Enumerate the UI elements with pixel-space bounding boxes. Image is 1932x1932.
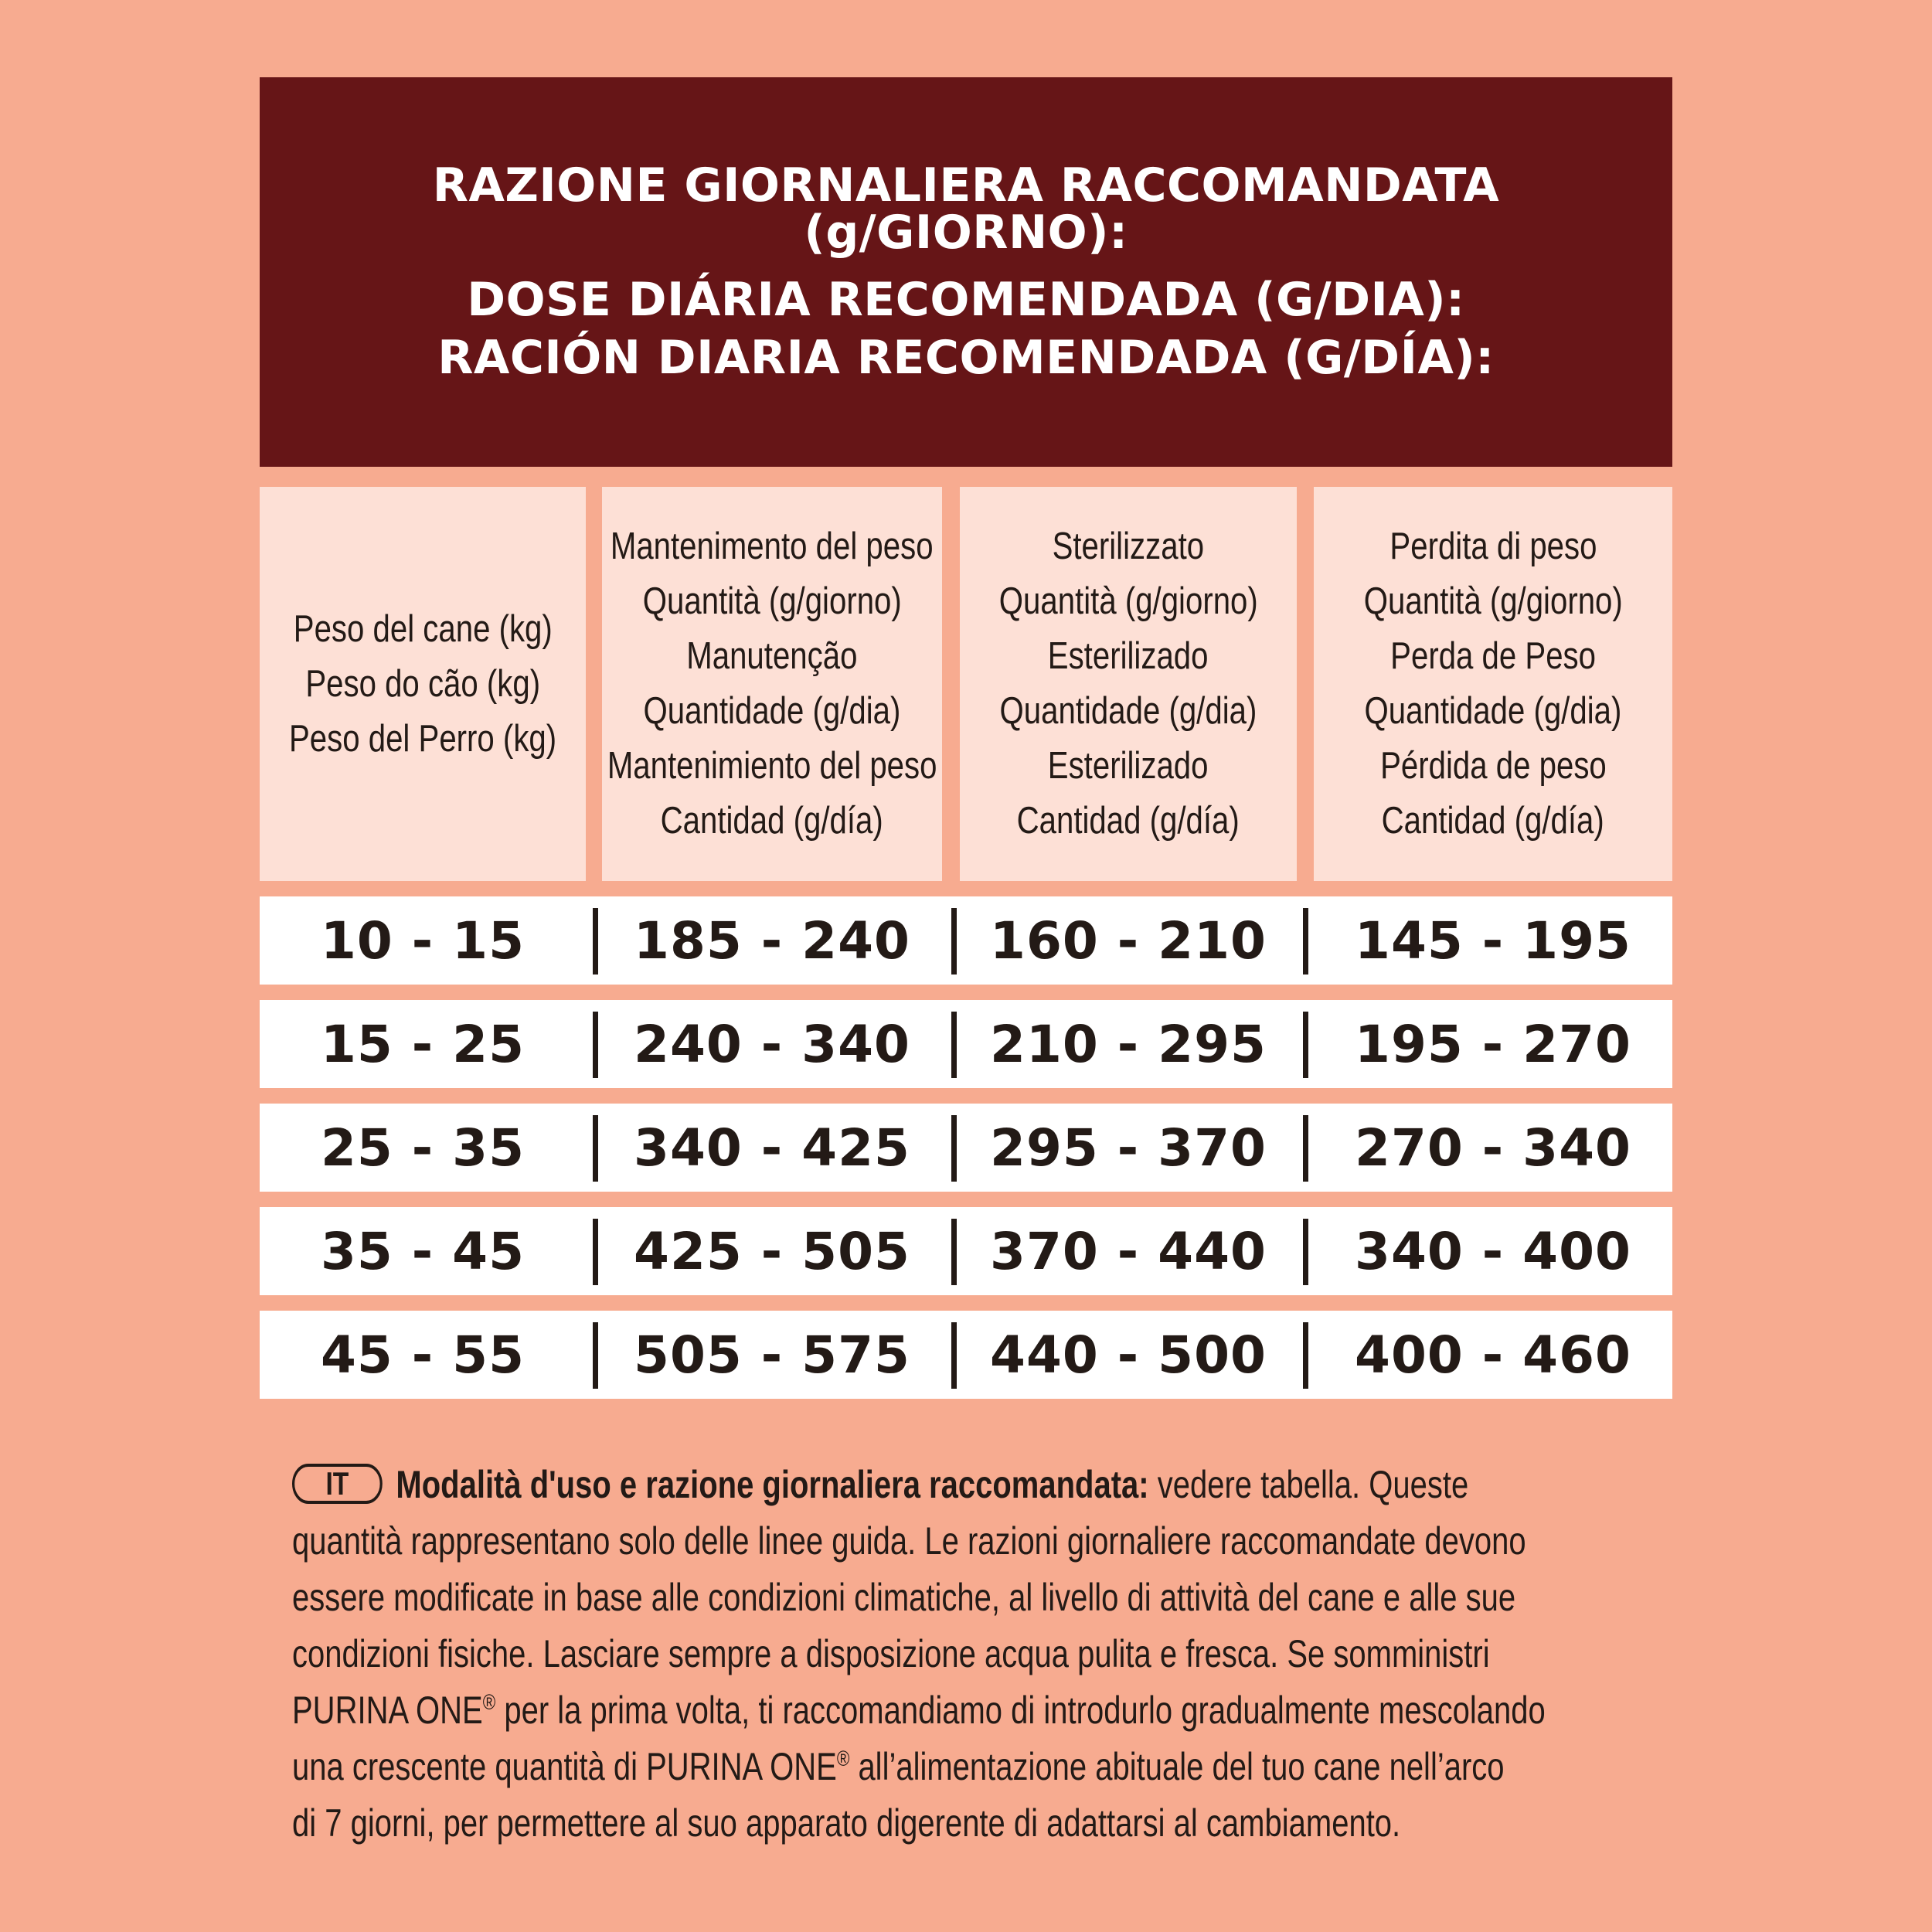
column-divider [593,1322,598,1389]
cell-sterilized: 295 - 370 [990,1117,1267,1178]
cell-weight: 35 - 45 [320,1221,526,1281]
header-dog-weight [260,487,586,881]
cell-weight-loss: 340 - 400 [1355,1221,1631,1281]
header-line: Cantidad (g/día) [1016,800,1240,842]
cell-maintenance: 185 - 240 [634,910,910,971]
column-divider [1303,1115,1308,1182]
table-row [260,1207,1672,1295]
column-divider [1303,1322,1308,1389]
header-line: Sterilizzato [1052,526,1205,567]
title-line-es: RACIÓN DIARIA RECOMENDADA (G/DÍA): [437,331,1495,386]
column-divider [593,1012,598,1078]
title-line-it-unit: (g/GIORNO): [804,205,1128,260]
header-line: Esterilizado [1048,745,1209,787]
header-maintenance [602,487,942,881]
header-line: Esterilizado [1048,635,1209,677]
instructions-heading: Modalità d'uso e razione giornaliera raccomandata: [396,1463,1149,1506]
header-line: Quantità (g/giorno) [642,580,902,622]
title-line-it: RAZIONE GIORNALIERA RACCOMANDATA [432,158,1500,213]
header-line: Cantidad (g/día) [660,800,884,842]
header-line: Quantidade (g/dia) [643,690,901,732]
header-line: Perda de Peso [1390,635,1596,677]
cell-maintenance: 240 - 340 [634,1014,910,1074]
instructions-line: essere modificate in base alle condizioni climatiche, al livello di attività del cane e alle sue [292,1576,1516,1619]
header-line: Perdita di peso [1389,526,1597,567]
cell-weight: 10 - 15 [320,910,526,971]
cell-weight-loss: 195 - 270 [1355,1014,1631,1074]
instructions-span: vedere tabella. Queste [1148,1463,1469,1506]
column-divider [951,908,957,975]
brand-name: PURINA ONE [292,1689,483,1732]
cell-weight: 25 - 35 [320,1117,526,1178]
instructions-line: di 7 giorni, per permettere al suo apparato digerente di adattarsi al cambiamento. [292,1801,1401,1845]
title-line-pt: DOSE DIÁRIA RECOMENDADA (G/DIA): [467,273,1465,327]
cell-weight: 45 - 55 [320,1325,526,1385]
registered-mark: ® [482,1690,496,1714]
column-divider [1303,908,1308,975]
cell-sterilized: 160 - 210 [990,910,1267,971]
header-line: Mantenimento del peso [611,526,934,567]
table-row [260,1000,1672,1088]
column-divider [1303,1012,1308,1078]
column-divider [1303,1219,1308,1285]
column-divider [593,1115,598,1182]
instructions-line: condizioni fisiche. Lasciare sempre a disposizione acqua pulita e fresca. Se somministri [292,1632,1490,1675]
language-badge: IT [292,1464,383,1504]
instructions-line [292,1682,1546,1739]
header-sterilized [960,487,1297,881]
cell-weight-loss: 270 - 340 [1355,1117,1631,1178]
header-line: Peso del cane (kg) [293,607,553,650]
registered-mark: ® [836,1747,850,1770]
column-divider [593,908,598,975]
header-line: Peso do cão (kg) [305,662,540,705]
table-row [260,1104,1672,1192]
instructions-span: all’alimentazione abituale del tuo cane nell’arco [849,1745,1505,1788]
cell-weight-loss: 400 - 460 [1355,1325,1631,1385]
cell-sterilized: 370 - 440 [990,1221,1267,1281]
instructions-span: una crescente quantità di PURINA ONE [292,1745,837,1788]
cell-weight: 15 - 25 [320,1014,526,1074]
header-line: Manutenção [686,635,858,677]
header-weight-loss [1314,487,1672,881]
column-divider [593,1219,598,1285]
instructions-text [292,1457,1683,1852]
header-line: Cantidad (g/día) [1381,800,1605,842]
column-divider [951,1115,957,1182]
column-divider [951,1012,957,1078]
header-line: Pérdida de peso [1379,745,1607,787]
instructions-line [292,1739,1505,1795]
title-banner [260,77,1672,467]
table-row [260,896,1672,985]
cell-weight-loss: 145 - 195 [1355,910,1631,971]
cell-maintenance: 340 - 425 [634,1117,910,1178]
cell-maintenance: 425 - 505 [634,1221,910,1281]
header-line: Quantidade (g/dia) [999,690,1257,732]
cell-sterilized: 440 - 500 [990,1325,1267,1385]
header-line: Mantenimiento del peso [607,745,937,787]
cell-sterilized: 210 - 295 [990,1014,1267,1074]
header-line: Quantidade (g/dia) [1364,690,1622,732]
header-line: Peso del Perro (kg) [288,717,557,760]
column-divider [951,1219,957,1285]
cell-maintenance: 505 - 575 [634,1325,910,1385]
instructions-line [292,1457,1469,1513]
instructions-line: quantità rappresentano solo delle linee guida. Le razioni giornaliere raccomandate devono [292,1519,1526,1563]
header-line: Quantità (g/giorno) [998,580,1258,622]
table-row [260,1311,1672,1399]
instructions-span: per la prima volta, ti raccomandiamo di introdurlo gradualmente mescolando [495,1689,1546,1732]
column-divider [951,1322,957,1389]
header-line: Quantità (g/giorno) [1363,580,1623,622]
